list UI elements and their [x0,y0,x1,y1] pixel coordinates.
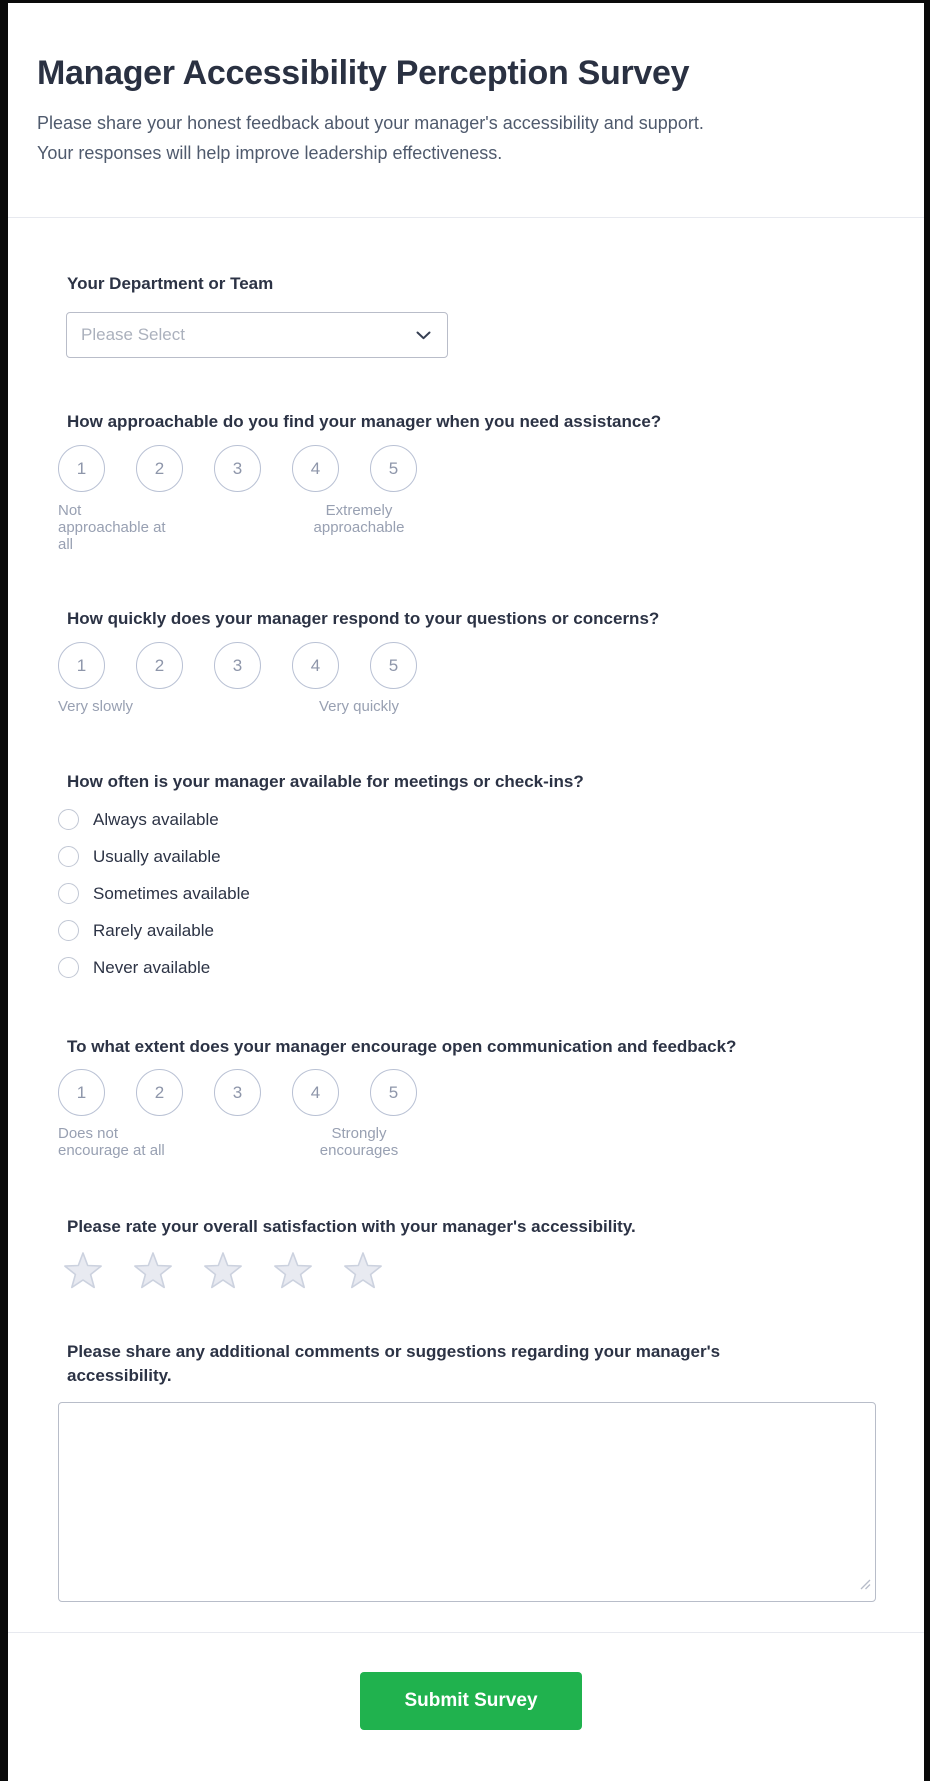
scale-endpoint-labels [58,698,419,715]
availability-option-never[interactable] [58,957,884,978]
question-availability [58,770,884,978]
open-communication-scale-1[interactable]: 1 [58,1069,105,1116]
scale-max-label: Very quickly [318,698,400,715]
radio-option-label[interactable]: Never available [93,958,211,977]
star-icon [63,1252,103,1289]
scale-endpoint-labels [58,1125,419,1159]
form-subtitle-line: Please share your honest feedback about your manager's accessibility and support. [37,113,704,133]
scale-min-label: Does not encourage at all [58,1125,165,1159]
satisfaction-star-2[interactable] [133,1252,173,1289]
radio-button-icon[interactable] [58,846,79,867]
approachable-scale-5[interactable]: 5 [370,445,417,492]
availability-option-always[interactable] [58,809,884,830]
department-select-placeholder: Please Select [81,325,185,344]
star-icon [273,1252,313,1289]
scale-endpoint-labels [58,502,419,553]
form-title: Manager Accessibility Perception Survey [37,54,690,92]
question-satisfaction [58,1215,884,1289]
radio-option-label[interactable]: Usually available [93,847,221,866]
open-communication-scale-5[interactable]: 5 [370,1069,417,1116]
response-speed-scale-5[interactable]: 5 [370,642,417,689]
scale-min-label: Not approachable at all [58,502,166,553]
approachable-scale-3[interactable]: 3 [214,445,261,492]
satisfaction-star-1[interactable] [63,1252,103,1289]
scale-max-label: Extremely approachable [313,502,405,536]
resize-handle-icon[interactable] [860,1577,871,1595]
radio-button-icon[interactable] [58,809,79,830]
approachable-scale-1[interactable]: 1 [58,445,105,492]
response-speed-scale-1[interactable]: 1 [58,642,105,689]
radio-option-label[interactable]: Sometimes available [93,884,250,903]
star-icon [203,1252,243,1289]
form-subtitle-line: Your responses will help improve leadership effectiveness. [37,143,503,163]
open-communication-scale-4[interactable]: 4 [292,1069,339,1116]
question-label: Please share any additional comments or suggestions regarding your manager's accessibility. [67,1342,721,1385]
open-communication-scale-2[interactable]: 2 [136,1069,183,1116]
approachable-scale [58,445,884,492]
comments-textarea[interactable] [58,1402,876,1602]
availability-option-sometimes[interactable] [58,883,884,904]
approachable-scale-2[interactable]: 2 [136,445,183,492]
question-label: How often is your manager available for meetings or check-ins? [67,772,584,791]
submit-button[interactable]: Submit Survey [360,1672,582,1730]
response-speed-scale-4[interactable]: 4 [292,642,339,689]
radio-option-label[interactable]: Rarely available [93,921,214,940]
question-comments [58,1340,884,1602]
open-communication-scale-3[interactable]: 3 [214,1069,261,1116]
satisfaction-star-5[interactable] [343,1252,383,1289]
response-speed-scale-2[interactable]: 2 [136,642,183,689]
chevron-down-icon [416,331,431,340]
footer-divider [8,1632,924,1633]
question-label: How quickly does your manager respond to your questions or concerns? [67,609,660,628]
availability-options [58,809,884,978]
satisfaction-star-rating [63,1252,884,1289]
department-select[interactable] [66,312,448,358]
form-header [8,3,924,218]
response-speed-scale-3[interactable]: 3 [214,642,261,689]
question-response-speed [58,607,884,715]
availability-option-usually[interactable] [58,846,884,867]
form-subtitle [37,108,797,168]
question-label: Your Department or Team [67,274,274,293]
scale-max-label: Strongly encourages [319,1125,399,1159]
open-communication-scale [58,1069,884,1116]
radio-option-label[interactable]: Always available [93,810,219,829]
scale-min-label: Very slowly [58,698,134,715]
question-department [58,272,884,358]
comments-field-wrapper [58,1402,876,1602]
satisfaction-star-3[interactable] [203,1252,243,1289]
star-icon [133,1252,173,1289]
radio-button-icon[interactable] [58,920,79,941]
radio-button-icon[interactable] [58,883,79,904]
form-body [8,272,924,1602]
question-label: To what extent does your manager encourage open communication and feedback? [67,1037,737,1056]
approachable-scale-4[interactable]: 4 [292,445,339,492]
satisfaction-star-4[interactable] [273,1252,313,1289]
question-label: Please rate your overall satisfaction with your manager's accessibility. [67,1217,636,1236]
question-open-communication [58,1035,884,1159]
question-approachable [58,410,884,553]
star-icon [343,1252,383,1289]
question-label: How approachable do you find your manager when you need assistance? [67,412,662,431]
form-footer [8,1672,924,1730]
availability-option-rarely[interactable] [58,920,884,941]
radio-button-icon[interactable] [58,957,79,978]
response-speed-scale [58,642,884,689]
